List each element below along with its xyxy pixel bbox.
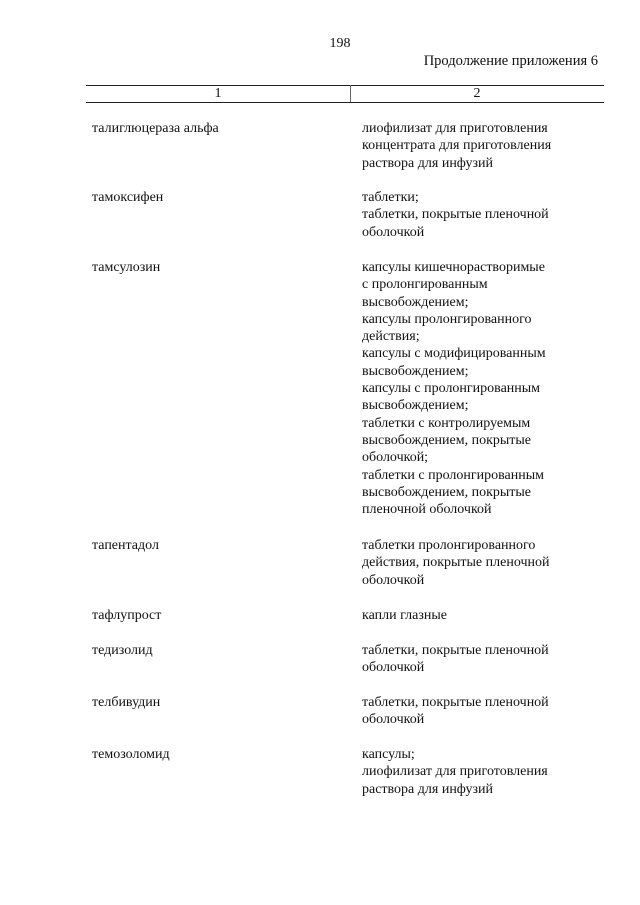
dosage-form-line: высвобождением, покрытые xyxy=(362,484,532,500)
dosage-form-line: оболочкой xyxy=(362,572,425,588)
dosage-forms xyxy=(362,259,602,518)
drug-name: тамоксифен xyxy=(92,190,164,205)
dosage-form-line: с пролонгированным xyxy=(362,277,488,293)
dosage-form-line: лиофилизат для приготовления xyxy=(362,121,548,136)
appendix-caption: Продолжение приложения 6 xyxy=(423,53,598,69)
dosage-form-line: высвобождением; xyxy=(362,294,469,310)
dosage-form-line: таблетки пролонгированного xyxy=(362,538,536,553)
dosage-forms xyxy=(362,746,602,798)
drug-name: тафлупрост xyxy=(92,608,162,623)
drug-name: талиглюцераза альфа xyxy=(92,121,219,136)
header-cell-column-1: 1 xyxy=(214,86,222,101)
dosage-form-line: высвобождением, покрытые xyxy=(362,432,532,448)
dosage-form-line: действия, покрытые пленочной xyxy=(362,555,550,571)
dosage-form-line: таблетки; xyxy=(362,190,419,205)
dosage-forms xyxy=(362,642,602,677)
dosage-form-line: высвобождением; xyxy=(362,398,469,414)
dosage-form-line: раствора для инфузий xyxy=(362,781,494,797)
dosage-form-line: оболочкой xyxy=(362,712,425,728)
drug-name: тапентадол xyxy=(92,538,159,553)
page-number: 198 xyxy=(329,36,351,51)
drug-name: телбивудин xyxy=(92,695,161,710)
drug-name: тамсулозин xyxy=(92,260,161,275)
dosage-form-line: лиофилизат для приготовления xyxy=(362,764,548,780)
dosage-form-line: капсулы; xyxy=(362,747,415,762)
dosage-form-line: раствора для инфузий xyxy=(362,155,494,171)
dosage-form-line: оболочкой xyxy=(362,660,425,676)
dosage-forms xyxy=(362,120,602,172)
dosage-form-line: концентрата для приготовления xyxy=(362,138,552,154)
dosage-form-line: оболочкой; xyxy=(362,450,429,466)
dosage-form-line: пленочной оболочкой xyxy=(362,502,492,518)
drug-name: тедизолид xyxy=(92,643,153,658)
header-cell-column-2: 2 xyxy=(473,86,481,101)
dosage-forms xyxy=(362,607,602,624)
dosage-form-line: таблетки, покрытые пленочной xyxy=(362,695,549,710)
dosage-form-line: таблетки с пролонгированным xyxy=(362,467,545,483)
dosage-form-line: капсулы с модифицированным xyxy=(362,346,546,362)
dosage-form-line: капсулы кишечнорастворимые xyxy=(362,260,545,275)
dosage-form-line: действия; xyxy=(362,329,420,345)
dosage-form-line: таблетки, покрытые пленочной xyxy=(362,207,549,223)
dosage-form-line: таблетки, покрытые пленочной xyxy=(362,643,549,658)
dosage-forms xyxy=(362,537,602,589)
dosage-form-line: высвобождением; xyxy=(362,363,469,379)
dosage-form-line: капли глазные xyxy=(362,608,447,623)
dosage-form-line: оболочкой xyxy=(362,224,425,240)
dosage-forms xyxy=(362,694,602,729)
dosage-forms xyxy=(362,189,602,241)
dosage-form-line: таблетки с контролируемым xyxy=(362,415,531,431)
dosage-form-line: капсулы с пролонгированным xyxy=(362,381,541,397)
drug-name: темозоломид xyxy=(92,747,170,762)
dosage-form-line: капсулы пролонгированного xyxy=(362,311,532,327)
